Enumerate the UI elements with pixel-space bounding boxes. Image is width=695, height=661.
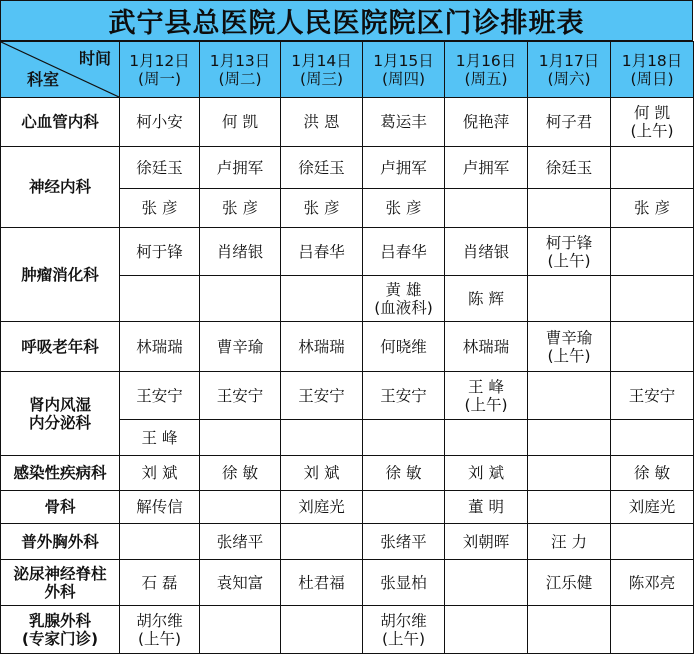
doctor-cell [281, 420, 363, 456]
doctor-name: 王 峰 [468, 377, 504, 396]
doctor-name: 柯子君 [545, 113, 593, 131]
doctor-cell [363, 189, 445, 228]
doctor-cell [120, 322, 200, 372]
department-cell [1, 560, 120, 606]
doctor-name: 胡尔维 [380, 611, 427, 630]
schedule-row [1, 560, 694, 606]
doctor-cell [528, 276, 611, 322]
doctor-cell [611, 560, 694, 606]
doctor-cell [363, 98, 445, 147]
date-header-cell [528, 42, 611, 98]
dept-label: 科室 [27, 70, 60, 89]
doctor-name: 刘庭光 [628, 498, 676, 516]
doctor-cell [611, 98, 694, 147]
doctor-name: 林瑞瑞 [298, 337, 345, 356]
doctor-cell [611, 606, 694, 654]
doctor-cell [363, 322, 445, 372]
doctor-name: 葛运丰 [380, 113, 427, 131]
doctor-cell [528, 456, 611, 491]
doctor-cell [445, 456, 528, 491]
doctor-cell [363, 606, 445, 654]
doctor-name: 刘庭光 [298, 498, 345, 516]
doctor-cell [200, 98, 281, 147]
doctor-name: 柯于锋 [136, 242, 183, 261]
date-label: 1月18日 [621, 51, 683, 70]
doctor-name: 曹辛瑜 [216, 337, 264, 356]
doctor-cell [611, 189, 694, 228]
doctor-name: 柯小安 [136, 113, 183, 131]
doctor-name: 王 峰 [141, 428, 178, 447]
doctor-name: 吕春华 [298, 242, 345, 261]
department-name: 呼吸老年科 [21, 337, 99, 356]
doctor-name: 张 彦 [634, 199, 670, 217]
doctor-cell [528, 228, 611, 276]
doctor-cell [363, 372, 445, 420]
doctor-name: 柯于锋 [545, 233, 593, 252]
doctor-name: 张 彦 [385, 199, 422, 217]
doctor-name: 肖绪银 [462, 242, 510, 261]
weekday-label: (周日) [630, 69, 674, 88]
schedule-row [1, 456, 694, 491]
doctor-cell [200, 322, 281, 372]
weekday-label: (周五) [464, 69, 508, 88]
doctor-name: 王安宁 [628, 386, 676, 405]
department-name: 神经内科 [28, 178, 91, 196]
department-name: (专家门诊) [21, 629, 99, 648]
session-note: (上午) [464, 395, 508, 414]
doctor-cell [611, 147, 694, 189]
doctor-cell [200, 491, 281, 524]
doctor-name: 黄 雄 [385, 280, 422, 299]
date-header-cell [200, 42, 281, 98]
doctor-name: 刘 斌 [141, 464, 178, 482]
department-cell [1, 606, 120, 654]
doctor-cell [528, 189, 611, 228]
doctor-name: 徐 敏 [634, 464, 670, 482]
session-note: (血液科) [374, 298, 433, 317]
date-label: 1月14日 [291, 51, 352, 70]
doctor-cell [363, 524, 445, 560]
doctor-cell [445, 276, 528, 322]
department-cell [1, 322, 120, 372]
weekday-label: (周四) [381, 69, 426, 88]
doctor-name: 张显柏 [380, 573, 427, 592]
doctor-cell [611, 372, 694, 420]
doctor-cell [363, 147, 445, 189]
doctor-name: 曹辛瑜 [545, 328, 593, 347]
doctor-name: 林瑞瑞 [462, 337, 510, 356]
doctor-name: 何 凯 [634, 104, 670, 122]
doctor-name: 王安宁 [216, 386, 264, 405]
date-label: 1月15日 [373, 51, 434, 70]
department-name: 骨科 [44, 498, 76, 516]
header-row [1, 42, 694, 98]
doctor-cell [200, 228, 281, 276]
doctor-name: 徐廷玉 [545, 158, 593, 177]
doctor-name: 张绪平 [380, 532, 427, 551]
doctor-name: 张 彦 [303, 199, 340, 217]
doctor-cell [120, 606, 200, 654]
doctor-cell [363, 560, 445, 606]
department-cell [1, 524, 120, 560]
doctor-cell [200, 456, 281, 491]
schedule-row [1, 228, 694, 276]
session-note: (上午) [381, 629, 426, 648]
doctor-cell [363, 228, 445, 276]
department-cell [1, 228, 120, 322]
doctor-name: 徐廷玉 [298, 158, 345, 177]
department-name: 泌尿神经脊柱 [13, 564, 107, 583]
department-name: 肾内风湿 [28, 395, 91, 414]
doctor-name: 倪艳萍 [462, 113, 510, 131]
doctor-name: 汪 力 [551, 532, 587, 551]
department-name: 心血管内科 [21, 113, 99, 131]
doctor-cell [281, 147, 363, 189]
doctor-cell [120, 189, 200, 228]
doctor-cell [200, 606, 281, 654]
schedule-row [1, 606, 694, 654]
date-header-cell [611, 42, 694, 98]
doctor-cell [445, 420, 528, 456]
date-header-cell [281, 42, 363, 98]
doctor-name: 卢拥军 [380, 158, 427, 177]
doctor-name: 董 明 [468, 498, 504, 516]
doctor-cell [611, 276, 694, 322]
time-label: 时间 [78, 49, 111, 68]
doctor-cell [200, 560, 281, 606]
doctor-name: 刘 斌 [468, 464, 504, 482]
department-cell [1, 491, 120, 524]
doctor-cell [281, 322, 363, 372]
doctor-cell [200, 189, 281, 228]
department-cell [1, 147, 120, 228]
schedule-row [1, 147, 694, 189]
doctor-cell [528, 560, 611, 606]
doctor-name: 张绪平 [216, 532, 264, 551]
doctor-cell [120, 276, 200, 322]
doctor-cell [528, 322, 611, 372]
doctor-cell [120, 372, 200, 420]
doctor-cell [528, 524, 611, 560]
doctor-cell [200, 420, 281, 456]
doctor-name: 陈邓亮 [628, 573, 676, 592]
doctor-name: 林瑞瑞 [136, 337, 183, 356]
doctor-name: 江乐健 [545, 573, 593, 592]
doctor-cell [528, 147, 611, 189]
doctor-name: 徐 敏 [222, 464, 258, 482]
doctor-cell [281, 456, 363, 491]
date-label: 1月13日 [209, 51, 271, 70]
page-title: 武宁县总医院人民医院院区门诊排班表 [0, 0, 693, 41]
doctor-name: 徐 敏 [385, 464, 422, 482]
date-header-cell [363, 42, 445, 98]
schedule-row [1, 491, 694, 524]
session-note: (上午) [630, 122, 674, 140]
date-header-cell [120, 42, 200, 98]
doctor-name: 卢拥军 [216, 158, 264, 177]
weekday-label: (周三) [299, 69, 344, 88]
date-header-cell [445, 42, 528, 98]
department-name: 乳腺外科 [28, 611, 91, 630]
date-label: 1月16日 [455, 51, 517, 70]
doctor-cell [120, 147, 200, 189]
doctor-cell [120, 491, 200, 524]
doctor-cell [200, 524, 281, 560]
doctor-name: 杜君福 [298, 573, 345, 592]
doctor-cell [120, 456, 200, 491]
doctor-cell [281, 560, 363, 606]
doctor-name: 王安宁 [380, 386, 427, 405]
doctor-name: 刘朝晖 [462, 532, 510, 551]
doctor-cell [445, 228, 528, 276]
doctor-cell [120, 98, 200, 147]
doctor-cell [363, 491, 445, 524]
doctor-name: 张 彦 [222, 199, 258, 217]
session-note: (上午) [137, 629, 182, 648]
schedule-body [1, 98, 694, 654]
doctor-name: 徐廷玉 [136, 158, 183, 177]
doctor-cell [611, 420, 694, 456]
doctor-cell [281, 524, 363, 560]
schedule-table [0, 41, 694, 654]
department-name: 感染性疾病科 [13, 464, 107, 482]
doctor-cell [445, 491, 528, 524]
doctor-cell [445, 372, 528, 420]
doctor-cell [363, 420, 445, 456]
doctor-name: 张 彦 [141, 199, 178, 217]
doctor-cell [445, 560, 528, 606]
weekday-label: (周六) [547, 69, 591, 88]
doctor-cell [445, 147, 528, 189]
doctor-cell [611, 524, 694, 560]
doctor-cell [120, 420, 200, 456]
doctor-cell [200, 372, 281, 420]
department-cell [1, 372, 120, 456]
doctor-cell [611, 491, 694, 524]
doctor-cell [528, 98, 611, 147]
department-name: 内分泌科 [28, 413, 91, 432]
doctor-cell [200, 147, 281, 189]
doctor-name: 卢拥军 [462, 158, 510, 177]
department-name: 普外胸外科 [21, 532, 99, 551]
doctor-cell [611, 322, 694, 372]
schedule-row [1, 98, 694, 147]
date-label: 1月17日 [538, 51, 600, 70]
doctor-name: 何晓维 [380, 337, 427, 356]
doctor-name: 吕春华 [380, 242, 427, 261]
doctor-name: 袁知富 [216, 573, 264, 592]
schedule-row [1, 524, 694, 560]
doctor-name: 王安宁 [136, 386, 183, 405]
schedule-row [1, 322, 694, 372]
doctor-name: 刘 斌 [303, 464, 340, 482]
department-name: 外科 [44, 582, 76, 601]
corner-header-cell [1, 42, 120, 98]
doctor-cell [611, 228, 694, 276]
doctor-cell [363, 276, 445, 322]
doctor-name: 石 磊 [141, 573, 178, 592]
doctor-cell [445, 322, 528, 372]
schedule-row [1, 372, 694, 420]
doctor-cell [528, 420, 611, 456]
doctor-cell [281, 98, 363, 147]
doctor-cell [281, 228, 363, 276]
date-label: 1月12日 [129, 51, 190, 70]
doctor-cell [120, 560, 200, 606]
doctor-cell [200, 276, 281, 322]
doctor-name: 肖绪银 [216, 242, 264, 261]
department-cell [1, 456, 120, 491]
doctor-cell [445, 606, 528, 654]
doctor-cell [445, 98, 528, 147]
doctor-cell [363, 456, 445, 491]
department-cell [1, 98, 120, 147]
weekday-label: (周一) [137, 69, 182, 88]
doctor-cell [445, 189, 528, 228]
doctor-cell [445, 524, 528, 560]
doctor-cell [281, 372, 363, 420]
doctor-cell [281, 189, 363, 228]
doctor-name: 何 凯 [222, 113, 258, 131]
doctor-cell [611, 456, 694, 491]
doctor-cell [528, 491, 611, 524]
doctor-cell [528, 372, 611, 420]
doctor-name: 洪 恩 [303, 113, 340, 131]
doctor-name: 胡尔维 [136, 611, 183, 630]
doctor-name: 王安宁 [298, 386, 345, 405]
doctor-cell [281, 606, 363, 654]
session-note: (上午) [547, 251, 591, 270]
weekday-label: (周二) [218, 69, 262, 88]
doctor-cell [281, 276, 363, 322]
doctor-name: 陈 辉 [468, 289, 504, 308]
doctor-cell [281, 491, 363, 524]
doctor-cell [120, 524, 200, 560]
doctor-cell [528, 606, 611, 654]
department-name: 肿瘤消化科 [21, 265, 99, 284]
doctor-cell [120, 228, 200, 276]
session-note: (上午) [547, 346, 591, 365]
doctor-name: 解传信 [136, 498, 183, 516]
